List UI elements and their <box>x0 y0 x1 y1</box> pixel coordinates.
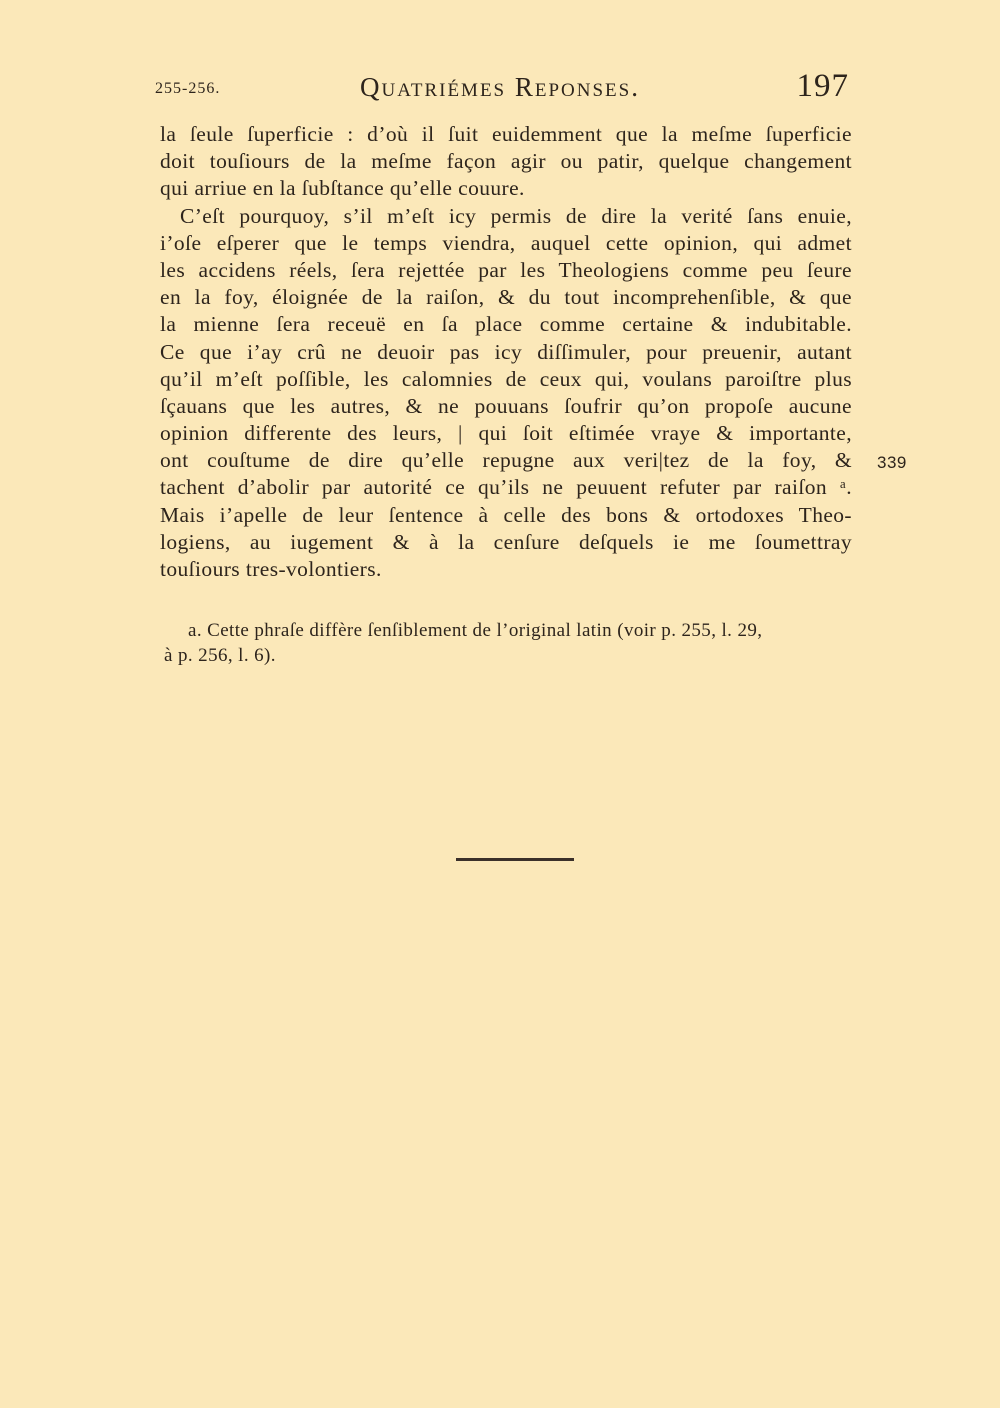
body-line: Ce que i’ay crû ne deuoir pas icy diſſimuler, pour preuenir, autant <box>160 339 852 364</box>
body-line: les accidens réels, ſera rejettée par les Theologiens comme peu ſeure <box>160 257 852 282</box>
body-line: touſiours tres-volontiers. <box>160 557 382 581</box>
body-line: C’eſt pourquoy, s’il m’eſt icy permis de dire la verité ſans enuie, <box>180 203 852 228</box>
footnote <box>164 618 856 668</box>
body-line: opinion differente des leurs, | qui ſoit eſtimée vraye & importante, <box>160 421 852 446</box>
body-line: Mais i’apelle de leur ſentence à celle des bons & ortodoxes Theo- <box>160 502 852 527</box>
header-title: Quatriémes Reponses. <box>360 72 640 102</box>
body-line: qu’il m’eſt poſſible, les calomnies de ceux qui, voulans paroiſtre plus <box>160 366 852 391</box>
body-line: ſçauans que les autres, & ne pouuans ſoufrir qu’on propoſe aucune <box>160 393 852 418</box>
body-line: la ſeule ſuperficie : d’où il ſuit euidemment que la meſme ſuperficie <box>160 122 852 146</box>
body-line: en la foy, éloignée de la raiſon, & du tout incomprehenſible, & que <box>160 285 852 310</box>
header-page-range: 255-256. <box>155 80 221 97</box>
footnote-line: a. Cette phraſe diffère ſenſiblement de l’original latin (voir p. 255, l. 29, <box>188 620 763 641</box>
footnote-line: à p. 256, l. 6). <box>164 645 276 666</box>
body-line: qui arriue en la ſubſtance qu’elle couure. <box>160 176 525 201</box>
running-header <box>155 68 855 112</box>
body-line: ont couſtume de dire qu’elle repugne aux veri|tez de la foy, & <box>160 448 852 473</box>
body-line: tachent d’abolir par autorité ce qu’ils ne peuuent refuter par raiſon ᵃ. <box>160 475 852 500</box>
body-text <box>160 121 852 583</box>
page-number: 197 <box>796 68 849 104</box>
body-line: la mienne ſera receuë en ſa place comme certaine & indubitable. <box>160 312 852 337</box>
end-rule <box>456 858 574 861</box>
body-line: logiens, au iugement & à la cenſure deſquels ie me ſoumettray <box>160 529 852 554</box>
body-line: i’oſe eſperer que le temps viendra, auquel cette opinion, qui admet <box>160 230 852 255</box>
margin-reference-number: 339 <box>877 453 907 472</box>
body-line: doit touſiours de la meſme façon agir ou patir, quelque changement <box>160 149 852 174</box>
